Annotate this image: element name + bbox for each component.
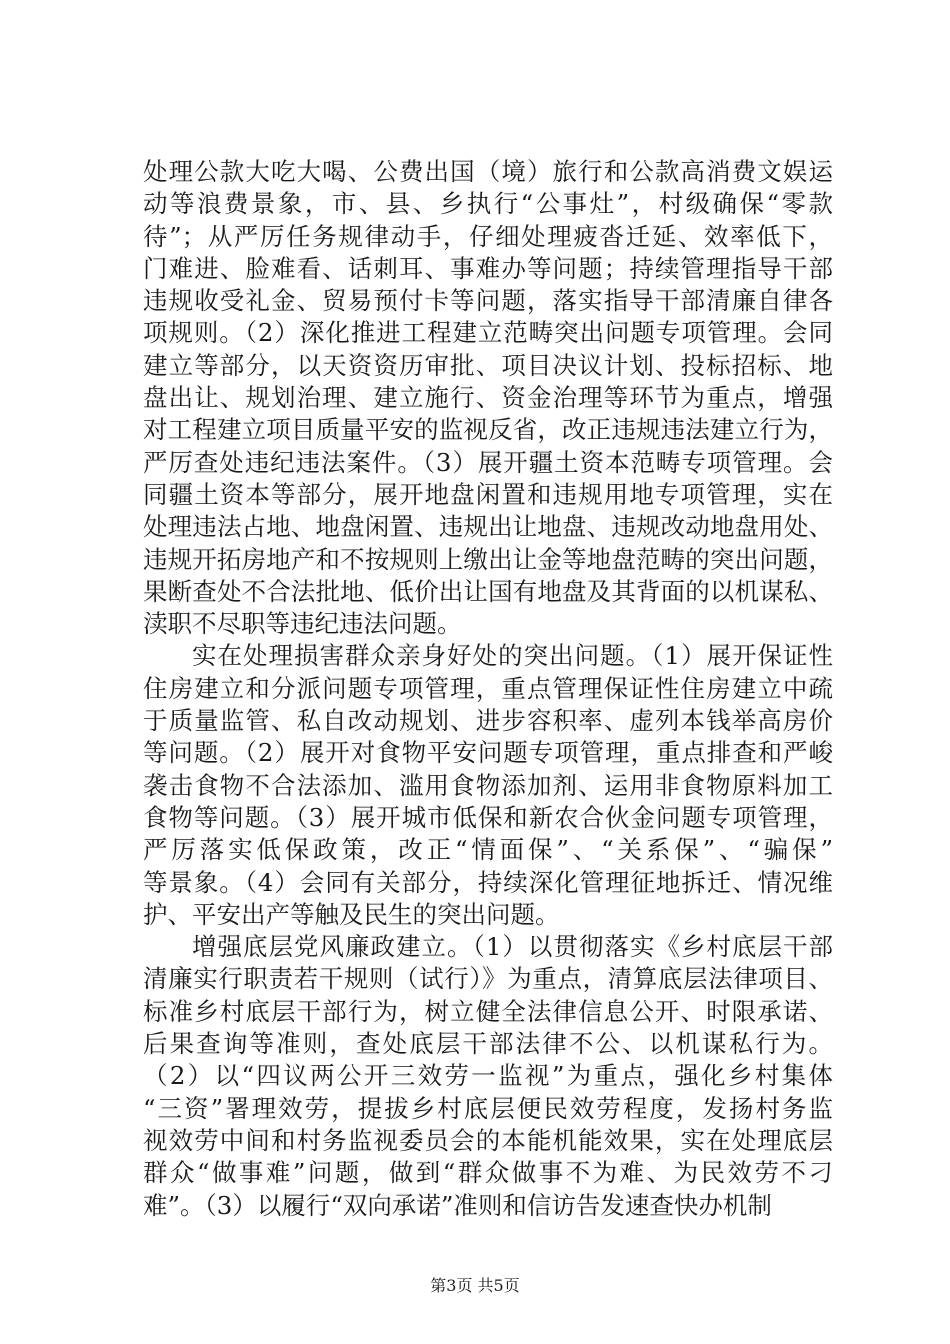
text-line: 视效劳中间和村务监视委员会的本能机能效果，实在处理底层 <box>143 1125 833 1155</box>
text-line: 等景象。（4）会同有关部分，持续深化管理征地拆迁、情况维 <box>143 867 833 897</box>
text-line: 标准乡村底层干部行为，树立健全法律信息公开、时限承诺、 <box>143 996 833 1026</box>
text-line: 处理公款大吃大喝、公费出国（境）旅行和公款高消费文娱运 <box>143 157 833 186</box>
text-line: 对工程建立项目质量平安的监视反省，改正违规违法建立行为， <box>143 415 833 445</box>
document-body <box>143 156 833 1222</box>
text-line: 项规则。（2）深化推进工程建立范畴突出问题专项管理。会同 <box>143 318 833 348</box>
text-line: 严厉查处违纪违法案件。（3）展开疆土资本范畴专项管理。会 <box>143 447 833 477</box>
text-line: （2）以“四议两公开三效劳一监视”为重点，强化乡村集体 <box>143 1061 833 1091</box>
text-line: 实在处理损害群众亲身好处的突出问题。（1）展开保证性 <box>192 641 833 671</box>
text-line: 增强底层党风廉政建立。（1）以贯彻落实《乡村底层干部 <box>192 932 833 962</box>
text-line: 住房建立和分派问题专项管理，重点管理保证性住房建立中疏 <box>143 673 833 703</box>
text-line: 难”。（3）以履行“双向承诺”准则和信访告发速查快办机制 <box>143 1190 772 1220</box>
text-line: 食物等问题。（3）展开城市低保和新农合伙金问题专项管理， <box>143 802 833 832</box>
text-line: “三资”署理效劳，提拔乡村底层便民效劳程度，发扬村务监 <box>143 1093 833 1123</box>
text-line: 果断查处不合法批地、低价出让国有地盘及其背面的以机谋私、 <box>143 576 833 606</box>
text-line: 严厉落实低保政策，改正“情面保”、“关系保”、“骗保” <box>143 835 833 865</box>
text-line: 护、平安出产等触及民生的突出问题。 <box>143 899 560 929</box>
text-line: 同疆土资本等部分，展开地盘闲置和违规用地专项管理，实在 <box>143 479 833 509</box>
text-line: 违规收受礼金、贸易预付卡等问题，落实指导干部清廉自律各 <box>143 286 833 316</box>
text-line: 袭击食物不合法添加、滥用食物添加剂、运用非食物原料加工 <box>143 770 833 800</box>
text-line: 动等浪费景象，市、县、乡执行“公事灶”，村级确保“零款 <box>143 189 833 219</box>
text-line: 渎职不尽职等违纪违法问题。 <box>143 609 462 639</box>
text-line: 清廉实行职责若干规则（试行）》为重点，清算底层法律项目、 <box>143 964 833 994</box>
text-line: 等问题。（2）展开对食物平安问题专项管理，重点排查和严峻 <box>143 738 833 768</box>
text-line: 建立等部分，以天资资历审批、项目决议计划、投标招标、地 <box>143 350 833 380</box>
paragraph <box>143 931 833 1222</box>
paragraph <box>143 156 833 640</box>
text-line: 违规开拓房地产和不按规则上缴出让金等地盘范畴的突出问题， <box>143 544 833 574</box>
text-line: 后果查询等准则，查处底层干部法律不公、以机谋私行为。 <box>143 1029 833 1059</box>
text-line: 群众“做事难”问题，做到“群众做事不为难、为民效劳不刁 <box>143 1158 833 1188</box>
text-line: 处理违法占地、地盘闲置、违规出让地盘、违规改动地盘用处、 <box>143 512 833 542</box>
text-line: 门难进、脸难看、话刺耳、事难办等问题；持续管理指导干部 <box>143 253 833 283</box>
text-line: 于质量监管、私自改动规划、进步容积率、虚列本钱举高房价 <box>143 706 833 736</box>
text-line: 盘出让、规划治理、建立施行、资金治理等环节为重点，增强 <box>143 383 833 413</box>
text-line: 待”；从严厉任务规律动手，仔细处理疲沓迁延、效率低下， <box>143 221 833 251</box>
page-footer: 第3页 共5页 <box>430 1276 520 1295</box>
paragraph <box>143 640 833 931</box>
